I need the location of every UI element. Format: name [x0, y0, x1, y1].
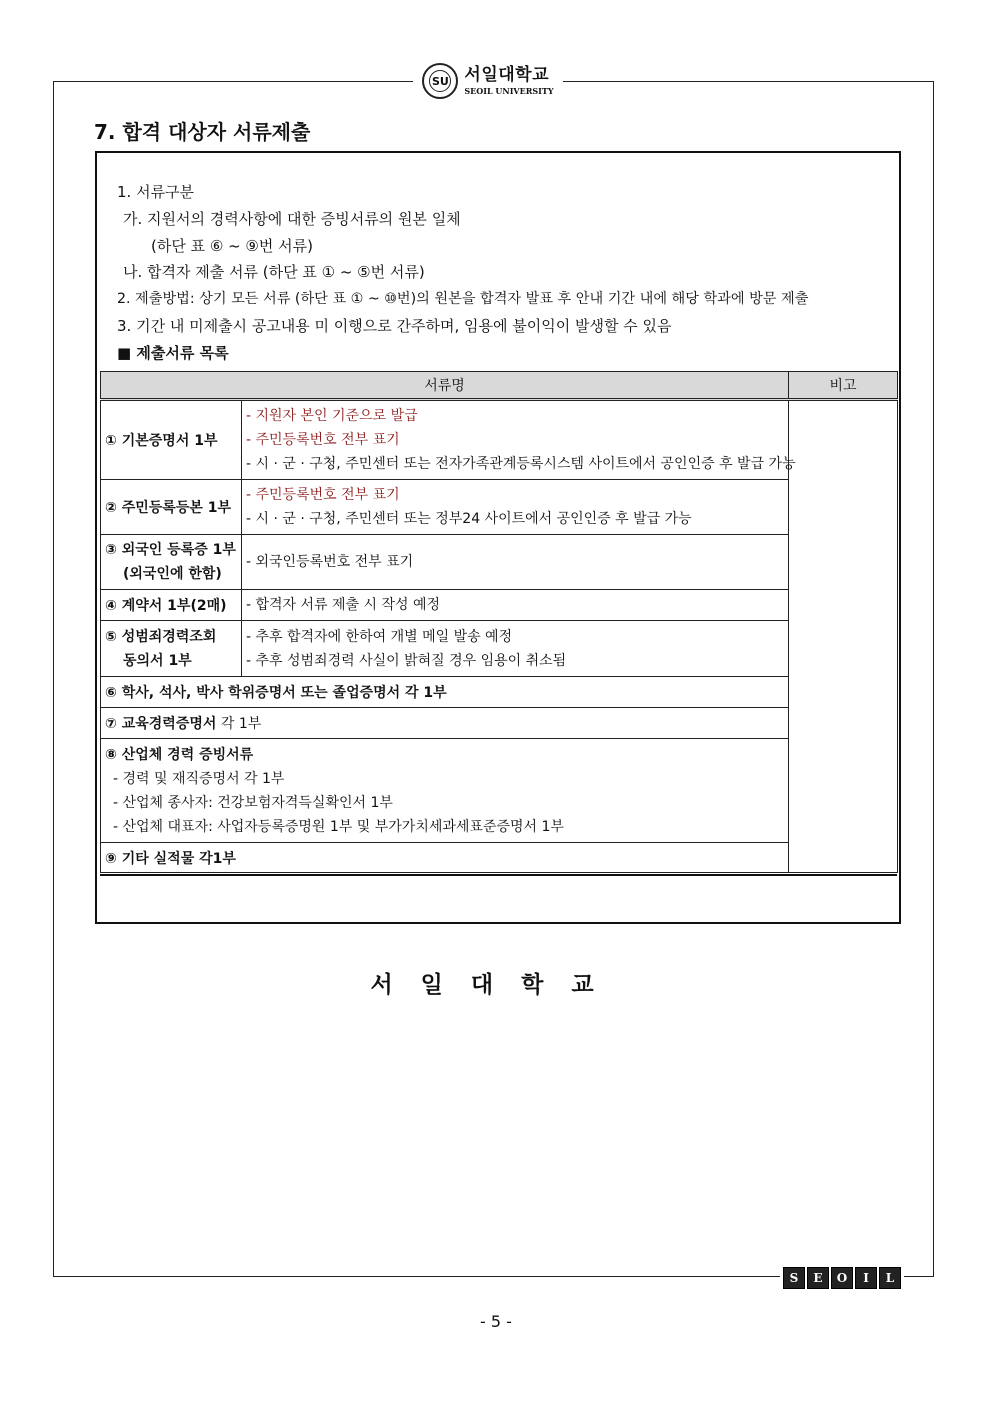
doc-details — [242, 621, 789, 677]
column-header-note: 비고 — [789, 372, 898, 400]
column-header-name: 서류명 — [101, 372, 789, 400]
doc-details — [242, 535, 789, 590]
detail-line: - 주민등록번호 전부 표기 — [246, 432, 400, 448]
doc-name-line: 동의서 1부 — [123, 652, 192, 669]
intro-line: 가. 지원서의 경력사항에 대한 증빙서류의 원본 일체 — [123, 209, 461, 228]
table-row — [101, 400, 898, 480]
seal-text: SU — [429, 70, 451, 92]
detail-line: - 시 · 군 · 구청, 주민센터 또는 전자가족관계등록시스템 사이트에서 공인인증 후 발급 가능 — [246, 456, 796, 472]
doc-name-line: ③ 외국인 등록증 1부 — [105, 542, 236, 558]
submission-box — [95, 151, 901, 924]
doc-name — [101, 621, 242, 677]
badge-letter: O — [831, 1267, 853, 1289]
doc-name-bold: ⑦ 교육경력증명서 — [105, 716, 217, 732]
doc-details — [242, 400, 796, 480]
doc-name — [101, 739, 789, 843]
doc-name — [101, 535, 242, 590]
note-cell — [789, 400, 898, 873]
list-heading: ■ 제출서류 목록 — [117, 343, 229, 362]
doc-name: ② 주민등록등본 1부 — [101, 480, 242, 535]
doc-name: ① 기본증명서 1부 — [101, 400, 242, 480]
table-bottom-rule — [100, 874, 897, 876]
table-row — [101, 621, 898, 677]
closing-signature: 서일대학교 — [370, 971, 622, 998]
doc-name-line: (외국인에 한함) — [123, 566, 222, 582]
page-number: - 5 - — [480, 1312, 512, 1331]
table-row — [101, 535, 898, 590]
detail-line: - 산업체 종사자: 건강보험자격득실확인서 1부 — [113, 794, 393, 811]
doc-name — [101, 708, 789, 739]
doc-name: ④ 계약서 1부(2매) — [101, 590, 242, 621]
intro-line: (하단 표 ⑥ ~ ⑨번 서류) — [151, 236, 313, 255]
detail-line: - 주민등록번호 전부 표기 — [246, 487, 400, 503]
logo-korean: 서일대학교 — [464, 65, 550, 85]
doc-details — [242, 480, 789, 535]
university-logo — [413, 60, 563, 102]
badge-letter: S — [783, 1267, 805, 1289]
section-title: 7. 합격 대상자 서류제출 — [94, 120, 311, 144]
detail-line: - 합격자 서류 제출 시 작성 예정 — [246, 597, 441, 613]
table-row — [101, 843, 898, 873]
doc-name-line: ⑧ 산업체 경력 증빙서류 — [105, 746, 254, 763]
table-row — [101, 708, 898, 739]
intro-line: 2. 제출방법: 상기 모든 서류 (하단 표 ① ~ ⑩번)의 원본을 합격자 발표 후 안내 기간 내에 해당 학과에 방문 제출 — [117, 291, 809, 308]
intro-line: 3. 기간 내 미제출시 공고내용 미 이행으로 간주하며, 임용에 불이익이 발생할 수 있음 — [117, 316, 672, 335]
seoil-badge — [780, 1267, 904, 1289]
table-row — [101, 590, 898, 621]
badge-letter: E — [807, 1267, 829, 1289]
table-row — [101, 739, 898, 843]
detail-line: - 산업체 대표자: 사업자등록증명원 1부 및 부가가치세과세표준증명서 1부 — [113, 818, 564, 835]
intro-text — [117, 179, 808, 367]
badge-letter: I — [855, 1267, 877, 1289]
documents-table — [100, 371, 898, 873]
table-row — [101, 677, 898, 708]
intro-line: 나. 합격자 제출 서류 (하단 표 ① ~ ⑤번 서류) — [123, 263, 425, 282]
intro-line: 1. 서류구분 — [117, 183, 195, 201]
doc-name: ⑨ 기타 실적물 각1부 — [101, 843, 789, 873]
doc-name-rest: 각 1부 — [216, 716, 262, 732]
detail-line: - 추후 성범죄경력 사실이 밝혀질 경우 임용이 취소됨 — [246, 652, 567, 669]
table-row — [101, 480, 898, 535]
detail-line: - 지원자 본인 기준으로 발급 — [246, 408, 418, 424]
detail-line: - 시 · 군 · 구청, 주민센터 또는 정부24 사이트에서 공인인증 후 발급 가능 — [246, 511, 692, 527]
doc-name: ⑥ 학사, 석사, 박사 학위증명서 또는 졸업증명서 각 1부 — [101, 677, 789, 708]
detail-line: - 추후 합격자에 한하여 개별 메일 발송 예정 — [246, 628, 513, 645]
doc-name-line: ⑤ 성범죄경력조회 — [105, 628, 217, 645]
university-seal-icon — [422, 63, 458, 99]
badge-letter: L — [879, 1267, 901, 1289]
detail-line: - 경력 및 재직증명서 각 1부 — [113, 770, 285, 787]
doc-details — [242, 590, 789, 621]
detail-line: - 외국인등록번호 전부 표기 — [246, 554, 414, 570]
logo-english: SEOIL UNIVERSITY — [464, 86, 554, 96]
